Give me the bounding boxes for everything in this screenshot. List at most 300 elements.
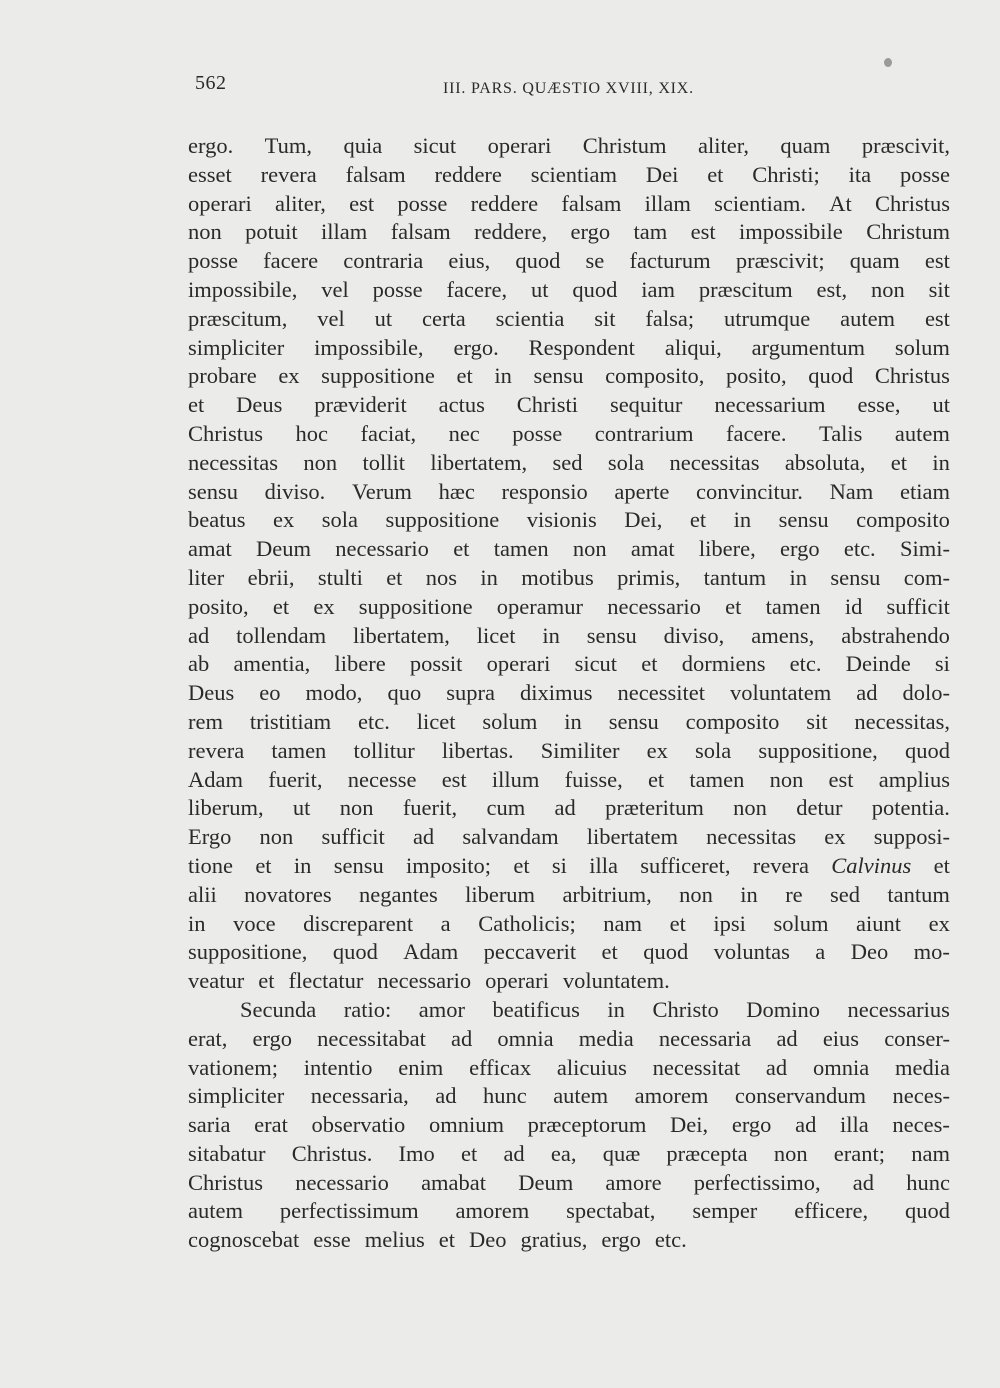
page-header xyxy=(193,70,953,100)
word: Christo xyxy=(652,996,719,1022)
word: Deus xyxy=(236,392,283,418)
word: necessario xyxy=(295,1169,389,1195)
word: Dei xyxy=(645,161,679,187)
word: efficere, xyxy=(794,1198,869,1224)
word: tantum xyxy=(887,881,950,907)
word: non xyxy=(572,536,607,562)
word: Verum xyxy=(351,478,412,504)
word: præviderit xyxy=(314,392,407,418)
word: ad xyxy=(852,1169,875,1195)
text-line xyxy=(188,794,950,823)
word: etc. xyxy=(654,1227,687,1253)
word: sensu xyxy=(608,708,659,734)
text-line xyxy=(188,190,950,219)
word: sufficeret, xyxy=(640,852,731,878)
word: primis, xyxy=(617,564,681,590)
word: omnia xyxy=(497,1025,554,1051)
word: Deinde xyxy=(845,651,911,677)
word: necessitabat xyxy=(317,1025,426,1051)
word: sit xyxy=(594,305,616,331)
word: cognoscebat xyxy=(188,1227,300,1253)
word: et xyxy=(453,536,470,562)
word: peccaverit xyxy=(483,939,577,965)
word: Christus xyxy=(874,363,950,389)
text-line xyxy=(188,564,950,593)
word: vationem; xyxy=(188,1054,278,1080)
word: facturum xyxy=(629,248,711,274)
word: utrumque xyxy=(723,305,811,331)
word: et xyxy=(460,1140,478,1166)
word: sufficit xyxy=(321,824,385,850)
word: ergo xyxy=(252,1025,293,1051)
word: voce xyxy=(233,910,276,936)
word: neces- xyxy=(892,1083,950,1109)
word: ut xyxy=(932,392,950,418)
text-line xyxy=(188,362,950,391)
word: Adam xyxy=(403,939,459,965)
word: illa xyxy=(840,1112,869,1138)
text-line xyxy=(188,161,950,190)
word: Christus xyxy=(188,420,264,446)
word: Similiter xyxy=(540,737,620,763)
word: ex xyxy=(272,507,295,533)
word: flectatur xyxy=(288,968,364,994)
word: ad xyxy=(412,824,435,850)
word: amat xyxy=(630,536,675,562)
word: potuit xyxy=(245,219,298,245)
word: ergo xyxy=(731,1112,772,1138)
word: quod xyxy=(808,363,854,389)
word: amat xyxy=(188,536,232,562)
word: etiam xyxy=(899,478,950,504)
word: non xyxy=(733,795,767,821)
word: tantum xyxy=(703,564,767,590)
word: Christus xyxy=(874,190,950,216)
text-line xyxy=(188,708,950,737)
word: libertatem xyxy=(586,824,678,850)
word: mo- xyxy=(913,939,950,965)
word: præscivit; xyxy=(735,248,825,274)
word: se xyxy=(585,248,605,274)
word: amorem xyxy=(455,1198,530,1224)
word: dormiens xyxy=(681,651,766,677)
word: supra xyxy=(446,680,495,706)
word: simpliciter xyxy=(188,334,285,360)
word: amabat xyxy=(421,1169,487,1195)
word: et xyxy=(725,593,742,619)
word: amorem xyxy=(634,1083,709,1109)
word: ut xyxy=(292,795,311,821)
word: Domino xyxy=(746,996,820,1022)
word: ex xyxy=(278,363,300,389)
word: et xyxy=(456,363,473,389)
word: ut xyxy=(530,276,549,302)
word: erat, xyxy=(188,1025,228,1051)
word: esse xyxy=(313,1227,351,1253)
word: revera xyxy=(188,737,245,763)
word: fuerit, xyxy=(268,766,323,792)
word: præscitum, xyxy=(188,305,288,331)
word: re xyxy=(785,881,803,907)
word: hunc xyxy=(482,1083,527,1109)
word: et xyxy=(933,852,950,878)
text-line xyxy=(188,881,950,910)
word: reddere, xyxy=(474,219,548,245)
word: ad xyxy=(795,1112,817,1138)
word: sensu xyxy=(778,507,829,533)
page-number: 562 xyxy=(195,72,227,94)
word: reddere xyxy=(470,190,539,216)
word: composito, xyxy=(605,363,705,389)
text-line xyxy=(188,449,950,478)
word: efficax xyxy=(469,1054,532,1080)
word: Dei, xyxy=(624,507,663,533)
word: necesse xyxy=(347,766,417,792)
word: posito, xyxy=(726,363,787,389)
word: neces- xyxy=(892,1112,950,1138)
word: est xyxy=(690,219,716,245)
word: quæ xyxy=(602,1140,641,1166)
text-line xyxy=(188,478,950,507)
word: ut xyxy=(374,305,393,331)
word: solum xyxy=(773,910,829,936)
word: in xyxy=(188,910,206,936)
word: hunc xyxy=(906,1169,950,1195)
word: necessitas xyxy=(669,449,760,475)
word: hoc xyxy=(295,420,328,446)
word: ratio: xyxy=(343,996,392,1022)
word: posse xyxy=(899,161,950,187)
word: vel xyxy=(321,276,349,302)
word: quod xyxy=(332,939,378,965)
word: certa xyxy=(422,305,466,331)
word: et xyxy=(513,852,530,878)
word: Ergo xyxy=(188,824,232,850)
word: eius, xyxy=(448,248,491,274)
word: est xyxy=(828,766,854,792)
word: salvandam xyxy=(462,824,559,850)
word: sed xyxy=(830,881,861,907)
word: suppositione xyxy=(385,507,500,533)
word: tristitiam xyxy=(249,708,332,734)
word: ita xyxy=(848,161,872,187)
word: spectabat, xyxy=(566,1198,656,1224)
word: negantes xyxy=(358,881,438,907)
word: Adam xyxy=(188,766,243,792)
text-line xyxy=(188,334,950,363)
word: Deum xyxy=(255,536,311,562)
word: non xyxy=(870,276,905,302)
word: in xyxy=(494,363,512,389)
word: sed xyxy=(552,449,583,475)
word: in xyxy=(607,996,625,1022)
word: At xyxy=(829,190,852,216)
word: solum xyxy=(894,334,950,360)
word: impossibile, xyxy=(314,334,424,360)
word: aiunt xyxy=(856,910,902,936)
word: composito xyxy=(856,507,950,533)
word: suppositione xyxy=(358,593,473,619)
word: amens, xyxy=(751,622,815,648)
text-line xyxy=(188,593,950,622)
word: sitabatur xyxy=(188,1140,266,1166)
word: est xyxy=(349,190,375,216)
word: tione xyxy=(188,852,233,878)
word: esse, xyxy=(857,392,901,418)
word: enim xyxy=(398,1054,444,1080)
word: libere, xyxy=(698,536,756,562)
word: diximus xyxy=(519,680,593,706)
word: et xyxy=(689,507,707,533)
word: non xyxy=(339,795,374,821)
word: posse xyxy=(397,190,448,216)
word: et xyxy=(438,1227,455,1253)
word: alii xyxy=(188,881,217,907)
word: suppositione, xyxy=(758,737,878,763)
word: ad xyxy=(435,1083,457,1109)
word: revera xyxy=(752,852,809,878)
word: quod xyxy=(643,939,689,965)
word: Christi; xyxy=(752,161,820,187)
word: simpliciter xyxy=(188,1083,285,1109)
word: Christum xyxy=(866,219,950,245)
word: tam xyxy=(633,219,668,245)
word: tollendam xyxy=(236,622,327,648)
word: si xyxy=(551,852,567,878)
word: ex xyxy=(646,737,668,763)
word: ex xyxy=(313,593,335,619)
word: faciat, xyxy=(360,420,417,446)
word: quod xyxy=(904,737,950,763)
word: amplius xyxy=(878,766,950,792)
word: non xyxy=(303,449,338,475)
word: tollit xyxy=(362,449,405,475)
word: Deo xyxy=(468,1227,507,1253)
word: conser- xyxy=(884,1025,950,1051)
word: Christus xyxy=(188,1169,264,1195)
word: est xyxy=(924,248,950,274)
word: Talis xyxy=(819,420,863,446)
word: Christum xyxy=(582,133,667,158)
word: id xyxy=(844,593,863,619)
word: ab xyxy=(188,651,210,677)
text-line xyxy=(188,910,950,939)
word: licet xyxy=(416,708,456,734)
word: aperte xyxy=(614,478,670,504)
word: veatur xyxy=(188,968,245,994)
word: sit xyxy=(806,708,828,734)
word: Simi- xyxy=(899,536,950,562)
word: in xyxy=(480,564,498,590)
word: etc. xyxy=(843,536,876,562)
text-line xyxy=(188,506,950,535)
word: præscivit, xyxy=(861,133,950,158)
word: ad xyxy=(503,1140,525,1166)
word: ergo xyxy=(570,219,611,245)
text-line xyxy=(188,1111,950,1140)
word: tollitur xyxy=(353,737,415,763)
word: posse xyxy=(188,248,238,274)
word: facere, xyxy=(446,276,508,302)
word: est, xyxy=(816,276,848,302)
word: sola xyxy=(695,737,732,763)
text-line xyxy=(188,996,950,1025)
word: sufficit xyxy=(886,593,950,619)
word: ea, xyxy=(550,1140,577,1166)
word: facere. xyxy=(725,420,787,446)
word: nos xyxy=(425,564,458,590)
word: Deus xyxy=(188,680,235,706)
word: etc. xyxy=(789,651,822,677)
word: sicut xyxy=(413,133,457,158)
word: Respondent xyxy=(528,334,635,360)
word: quia xyxy=(343,133,383,158)
word: nam xyxy=(911,1140,950,1166)
word: media xyxy=(894,1054,950,1080)
word: in xyxy=(733,507,752,533)
word: scientia xyxy=(495,305,565,331)
word: falsam xyxy=(390,219,451,245)
word: saria xyxy=(188,1112,231,1138)
word: Christi xyxy=(516,392,579,418)
word: motibus xyxy=(521,564,594,590)
word: liberum, xyxy=(188,795,264,821)
word: est xyxy=(441,766,467,792)
text-line xyxy=(188,1082,950,1111)
word: voluntatem. xyxy=(562,968,670,994)
word: necessaria xyxy=(658,1025,752,1051)
word: alicuius xyxy=(556,1054,627,1080)
word: sicut xyxy=(574,651,618,677)
word: necessitas xyxy=(188,449,278,475)
word: rem xyxy=(188,708,223,734)
word: diviso, xyxy=(663,622,725,648)
word: suppositione, xyxy=(188,939,308,965)
word: gratius, xyxy=(520,1227,588,1253)
word: diviso. xyxy=(264,478,326,504)
word: necessario xyxy=(607,593,701,619)
word: illa xyxy=(589,852,618,878)
text-line xyxy=(188,391,950,420)
word: iam xyxy=(641,276,675,302)
word: semper xyxy=(692,1198,758,1224)
word: aliqui, xyxy=(664,334,722,360)
word: sensu xyxy=(333,852,384,878)
word: tamen xyxy=(765,593,821,619)
word: facere xyxy=(263,248,319,274)
word: operamur xyxy=(496,593,583,619)
text-line xyxy=(188,679,950,708)
text-line xyxy=(188,535,950,564)
word: non xyxy=(679,881,713,907)
word: ad xyxy=(856,680,878,706)
word: argumentum xyxy=(751,334,865,360)
word: visionis xyxy=(526,507,597,533)
word: convincitur. xyxy=(696,478,803,504)
word: melius xyxy=(364,1227,425,1253)
word: Secunda xyxy=(240,996,317,1022)
word: fuisse, xyxy=(564,766,623,792)
word: ad xyxy=(776,1025,798,1051)
word: libertas. xyxy=(441,737,514,763)
word: amentia, xyxy=(233,651,311,677)
text-line xyxy=(188,622,950,651)
word: præcepta xyxy=(666,1140,748,1166)
word: actus xyxy=(438,392,485,418)
word: sensu xyxy=(830,564,881,590)
text-line xyxy=(188,766,950,795)
word: autem xyxy=(894,420,950,446)
word: revera xyxy=(260,161,317,187)
word: responsio xyxy=(501,478,588,504)
word: Nam xyxy=(829,478,874,504)
word: probare xyxy=(188,363,257,389)
word: in xyxy=(740,881,758,907)
word: ergo xyxy=(601,1227,641,1253)
word: et xyxy=(641,651,658,677)
word: et xyxy=(707,161,724,187)
word: falsam xyxy=(561,190,622,216)
word: com- xyxy=(903,564,950,590)
word: necessarius xyxy=(847,996,950,1022)
word: nam xyxy=(603,910,643,936)
word: vel xyxy=(317,305,345,331)
word: falsa; xyxy=(645,305,695,331)
word: ergo. xyxy=(188,133,234,158)
word: non xyxy=(769,766,804,792)
word: est xyxy=(924,305,950,331)
word: autem xyxy=(553,1083,609,1109)
word: in xyxy=(789,564,808,590)
word: necessario xyxy=(377,968,472,994)
word: si xyxy=(934,651,950,677)
word: ergo. xyxy=(453,334,499,360)
word: non xyxy=(259,824,294,850)
word: ad xyxy=(554,795,576,821)
word: hæc xyxy=(438,478,475,504)
word: abstrahendo xyxy=(841,622,950,648)
text-line xyxy=(188,852,950,881)
word: composito xyxy=(685,708,780,734)
word: perfectissimo, xyxy=(693,1169,821,1195)
word: voluntas xyxy=(713,939,790,965)
word: Deum xyxy=(518,1169,574,1195)
word: Dei, xyxy=(670,1112,709,1138)
word: operari xyxy=(485,968,549,994)
word: in xyxy=(932,449,950,475)
word: sola xyxy=(321,507,358,533)
word: non xyxy=(188,219,222,245)
text-line xyxy=(188,967,950,996)
word: discreparent xyxy=(303,910,414,936)
word: autem xyxy=(840,305,896,331)
word: ad xyxy=(451,1025,473,1051)
word: voluntatem xyxy=(729,680,832,706)
word: possit xyxy=(409,651,463,677)
word: tamen xyxy=(689,766,745,792)
word: imposito; xyxy=(406,852,492,878)
word: quod xyxy=(515,248,561,274)
word: supposi- xyxy=(873,824,950,850)
word: suppositione xyxy=(321,363,435,389)
word: ad xyxy=(765,1054,788,1080)
word: eo xyxy=(259,680,281,706)
word: novatores xyxy=(244,881,332,907)
word: libere xyxy=(334,651,386,677)
word: posse xyxy=(512,420,563,446)
word: nec xyxy=(448,420,480,446)
word: præteritum xyxy=(605,795,704,821)
